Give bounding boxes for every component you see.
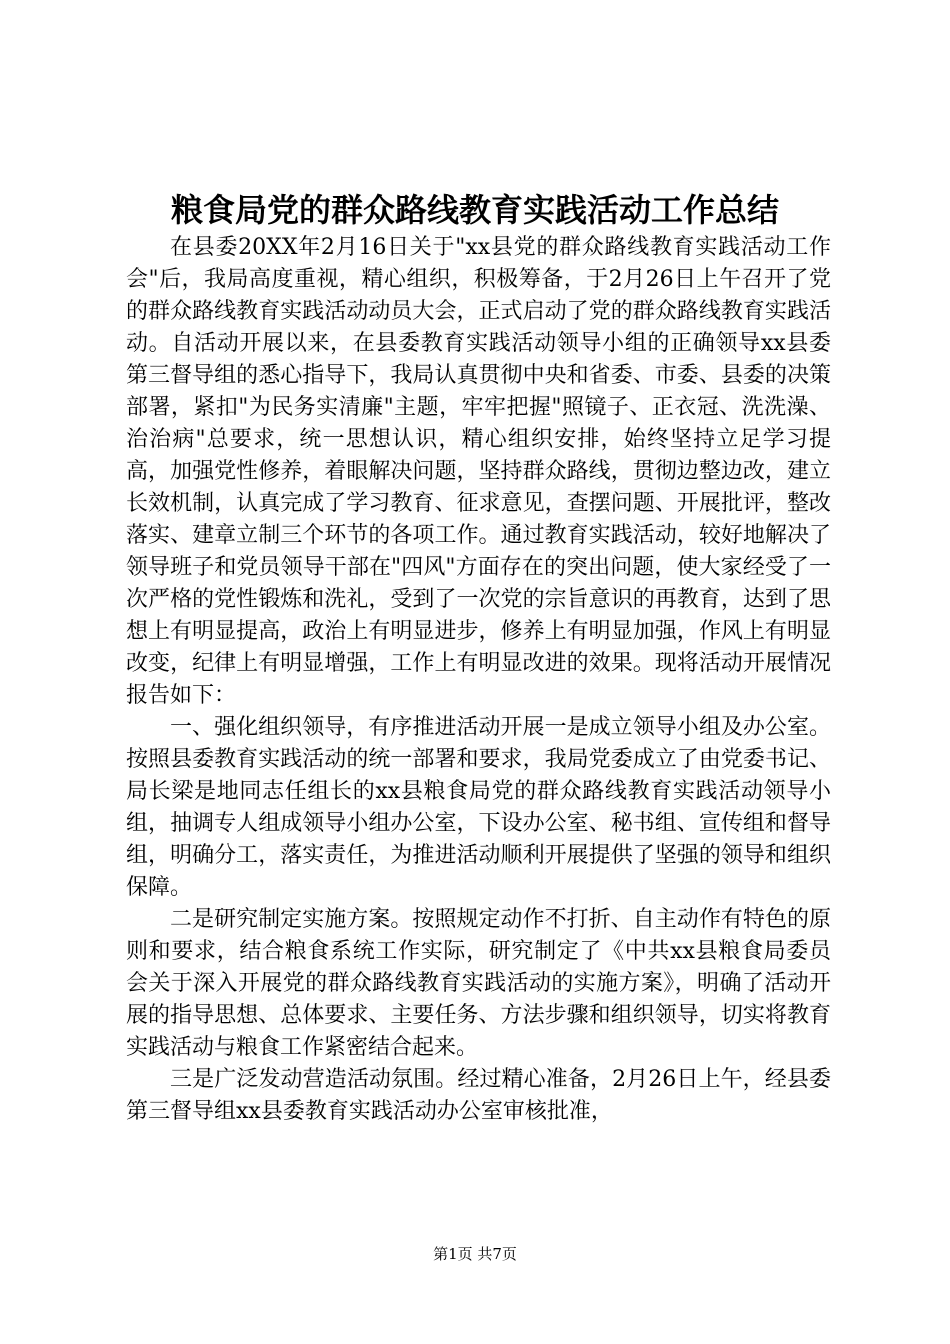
paragraph-section-1: 一、强化组织领导，有序推进活动开展一是成立领导小组及办公室。按照县委教育实践活动的统一部署和要求，我局党委成立了由党委书记、局长梁是地同志任组长的xx县粮食局党的群众路线教育实践活动领导小组，抽调专人组成领导小组办公室，下设办公室、秘书组、宣传组和督导组，明确分工，落实责任，为推进活动顺利开展提供了坚强的领导和组织保障。 (126, 715, 831, 900)
page-footer: 第1页 共7页 (433, 1245, 517, 1263)
document-title: 粮食局党的群众路线教育实践活动工作总结 (170, 191, 779, 229)
paragraph-intro: 在县委20XX年2月16日关于"xx县党的群众路线教育实践活动工作会"后，我局高度重视，精心组织，积极筹备，于2月26日上午召开了党的群众路线教育实践活动动员大会，正式启动了党的群众路线教育实践活动。自活动开展以来，在县委教育实践活动领导小组的正确领导xx县委第三督导组的悉心指导下，我局认真贯彻中央和省委、市委、县委的决策部署，紧扣"为民务实清廉"主题，牢牢把握"照镜子、正衣冠、洗洗澡、治治病"总要求，统一思想认识，精心组织安排，始终坚持立足学习提高，加强党性修养，着眼解决问题，坚持群众路线，贯彻边整边改，建立长效机制，认真完成了学习教育、征求意见，查摆问题、开展批评，整改落实、建章立制三个环节的各项工作。通过教育实践活动，较好地解决了领导班子和党员领导干部在"四风"方面存在的突出问题，使大家经受了一次严格的党性锻炼和洗礼，受到了一次党的宗旨意识的再教育，达到了思想上有明显提高，政治上有明显进步，修养上有明显加强，作风上有明显改变，纪律上有明显增强，工作上有明显改进的效果。现将活动开展情况报告如下： (126, 235, 831, 708)
paragraph-section-3: 三是广泛发动营造活动氛围。经过精心准备，2月26日上午，经县委第三督导组xx县委教育实践活动办公室审核批准， (126, 1067, 831, 1124)
paragraph-section-2: 二是研究制定实施方案。按照规定动作不打折、自主动作有特色的原则和要求，结合粮食系统工作实际，研究制定了《中共xx县粮食局委员会关于深入开展党的群众路线教育实践活动的实施方案》，明确了活动开展的指导思想、总体要求、主要任务、方法步骤和组织领导，切实将教育实践活动与粮食工作紧密结合起来。 (126, 907, 831, 1060)
document-body (126, 232, 831, 1128)
